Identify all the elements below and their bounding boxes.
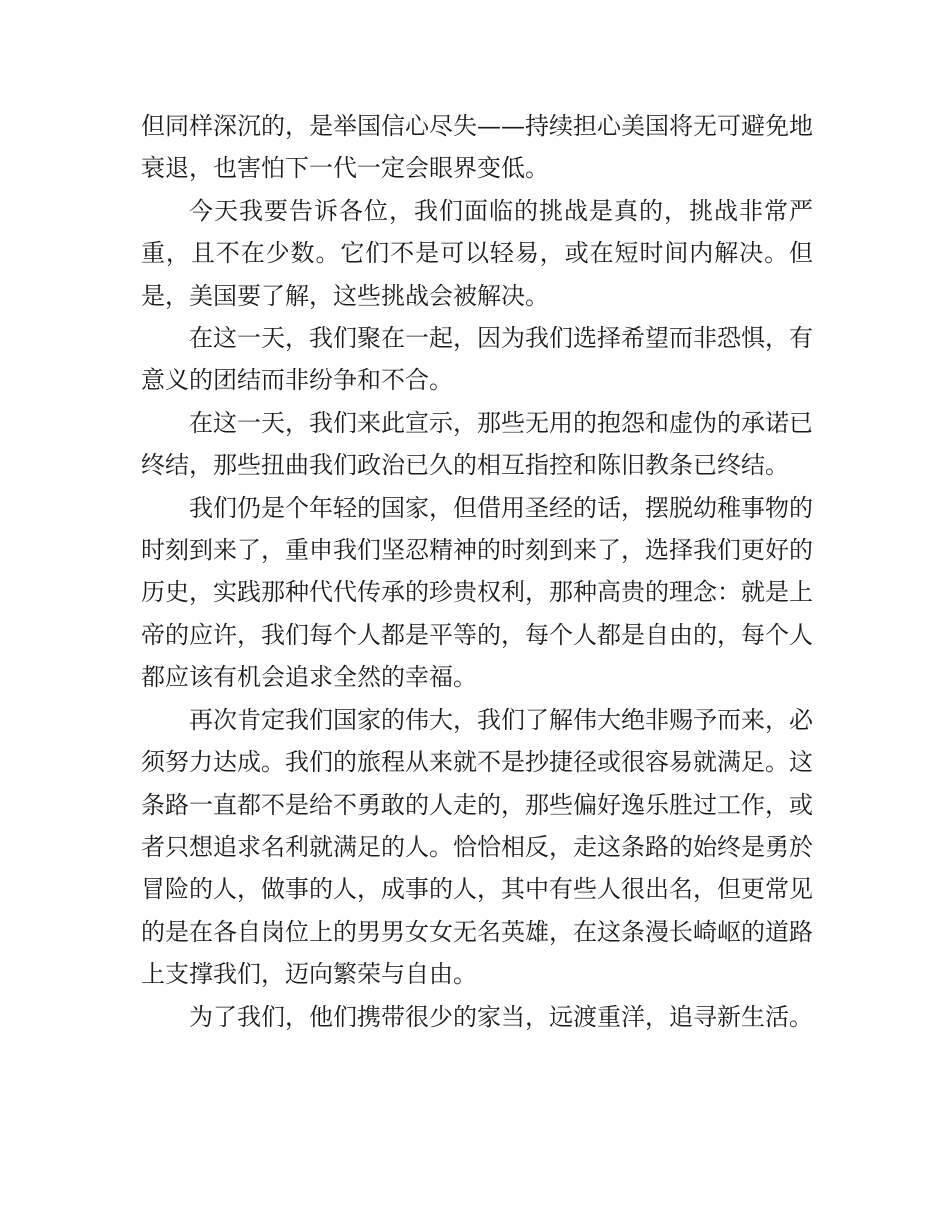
paragraph-1: 但同样深沉的，是举国信心尽失——持续担心美国将无可避免地衰退，也害怕下一代一定会眼界变低。: [141, 112, 813, 183]
paragraph-3: 在这一天，我们聚在一起，因为我们选择希望而非恐惧，有意义的团结而非纷争和不合。: [141, 324, 813, 395]
paragraph-6: 再次肯定我们国家的伟大，我们了解伟大绝非赐予而来，必须努力达成。我们的旅程从来就不是抄捷径或很容易就满足。这条路一直都不是给不勇敢的人走的，那些偏好逸乐胜过工作，或者只想追求名利就满足的人。恰恰相反，走这条路的始终是勇於冒险的人，做事的人，成事的人，其中有些人很出名，但更常见的是在各自岗位上的男男女女无名英雄，在这条漫长崎岖的道路上支撑我们，迈向繁荣与自由。: [141, 705, 813, 989]
paragraph-4: 在这一天，我们来此宣示，那些无用的抱怨和虚伪的承诺已终结，那些扭曲我们政治已久的相互指控和陈旧教条已终结。: [141, 408, 813, 480]
paragraph-5: 我们仍是个年轻的国家，但借用圣经的话，摆脱幼稚事物的时刻到来了，重申我们坚忍精神的时刻到来了，选择我们更好的历史，实践那种代代传承的珍贵权利，那种高贵的理念：就是上帝的应许，我们每个人都是平等的，每个人都是自由的，每个人都应该有机会追求全然的幸福。: [141, 493, 813, 692]
paragraph-2: 今天我要告诉各位，我们面临的挑战是真的，挑战非常严重，且不在少数。它们不是可以轻易，或在短时间内解决。但是，美国要了解，这些挑战会被解决。: [141, 196, 813, 310]
document-body: [141, 105, 813, 1038]
paragraph-7: 为了我们，他们携带很少的家当，远渡重洋，追寻新生活。: [189, 1002, 813, 1031]
